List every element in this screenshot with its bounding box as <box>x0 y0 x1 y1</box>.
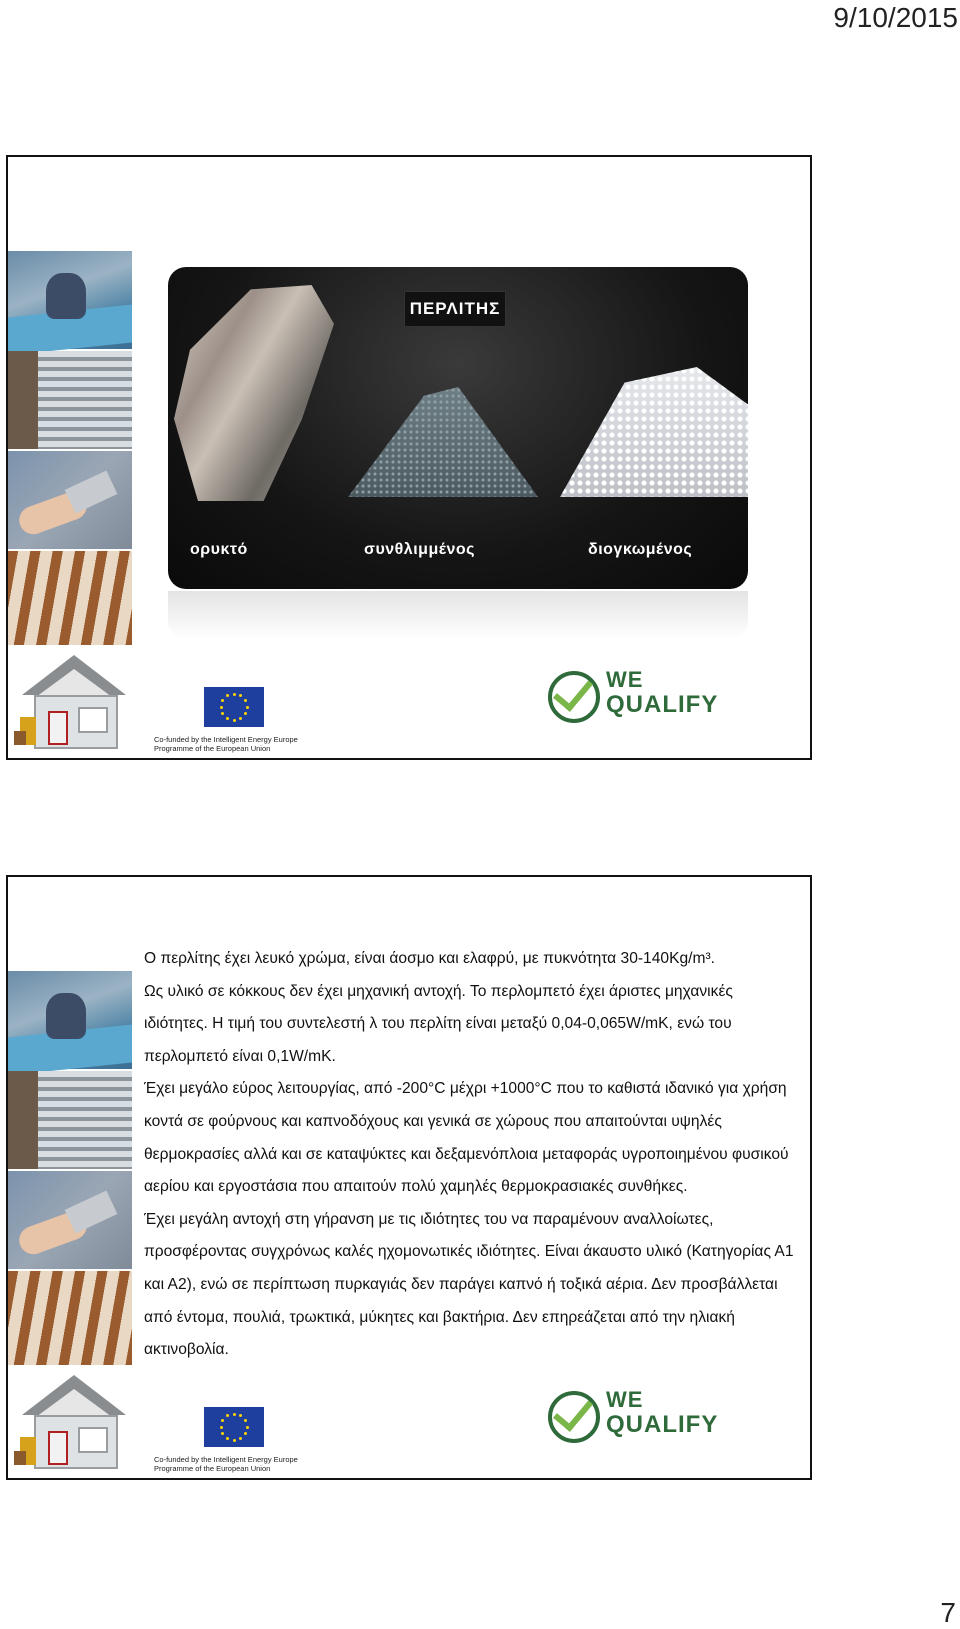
eu-caption: Co-funded by the Intelligent Energy Europe Programme of the European Union <box>154 1455 298 1473</box>
eu-star <box>244 712 247 715</box>
eu-star <box>239 1437 242 1440</box>
pergola-photo <box>8 551 132 645</box>
eu-star <box>221 712 224 715</box>
paragraph-durability: Έχει μεγάλη αντοχή στη γήρανση με τις ιδιότητες του να παραμένουν αναλλοίωτες, προσφέροντας συγχρόνως καλές ηχομονωτικές ιδιότητες. Είναι άκαυστο υλικό (Κατηγορίας Α1 και Α2), ενώ σε περίπτωση πυρκαγιάς δεν παράγει καπνό ή τοξικά αέρια. Δεν προσβάλλεται από έντομα, πουλιά, τρωκτικά, μύκητες και βακτήρια. Δεν επηρεάζεται από την ηλιακή ακτινοβολία. <box>144 1210 794 1359</box>
plastering-photo <box>8 1171 132 1269</box>
we-qualify-logo <box>548 1387 748 1447</box>
label-expanded: διογκωμένος <box>588 541 693 558</box>
eu-star <box>226 1414 229 1417</box>
page-date: 9/10/2015 <box>833 2 958 33</box>
label-mineral: ορυκτό <box>190 541 248 558</box>
eu-star <box>233 1439 236 1442</box>
logo-qualify: QUALIFY <box>606 691 719 718</box>
perlite-photo <box>168 267 748 589</box>
photo-reflection <box>168 591 748 639</box>
slide-perlite-text <box>6 875 812 1480</box>
slide-perlite-photo <box>6 155 812 760</box>
eu-star <box>233 1413 236 1416</box>
shutters-photo <box>8 351 132 449</box>
insulation-worker-photo <box>8 971 132 1069</box>
eu-flag-icon <box>204 1407 264 1447</box>
eu-star <box>244 699 247 702</box>
eu-star <box>221 1419 224 1422</box>
eu-star <box>244 1419 247 1422</box>
logo-we: WE <box>606 667 644 692</box>
eu-star <box>239 694 242 697</box>
pergola-photo <box>8 1271 132 1365</box>
crushed-perlite-pile <box>348 387 538 497</box>
house-logo <box>14 1375 132 1471</box>
paragraph-temperature: Έχει μεγάλο εύρος λειτουργίας, από -200°C μέχρι +1000°C που το καθιστά ιδανικό για χρήση κοντά σε φούρνους και καπνοδόχους και γενικά σε χώρους που απαιτούνται υψηλές θερμοκρασίες αλλά και σε καταψύκτες και δεξαμενόπλοια μεταφοράς υγροποιημένου φυσικού αερίου και εργοστάσια που απαιτούν πολύ χαμηλές θερμοκρασιακές συνθήκες. <box>144 1080 789 1196</box>
eu-flag-icon <box>204 687 264 727</box>
eu-star <box>246 1426 249 1429</box>
logo-qualify: QUALIFY <box>606 1411 719 1438</box>
eu-star <box>220 706 223 709</box>
insulation-worker-photo <box>8 251 132 349</box>
plastering-photo <box>8 451 132 549</box>
eu-star <box>244 1432 247 1435</box>
eu-star <box>239 717 242 720</box>
eu-star <box>226 717 229 720</box>
mineral-rock <box>174 285 334 501</box>
paragraph-mechanical: Ως υλικό σε κόκκους δεν έχει μηχανική αντοχή. Το περλομπετό έχει άριστες μηχανικές ιδιότητες. Η τιμή του συντελεστή λ του περλίτη είναι μεταξύ 0,04-0,065W/mK, ενώ του περλομπετό είναι 0,1W/mK. <box>144 982 733 1065</box>
eu-star <box>246 706 249 709</box>
label-crushed: συνθλιμμένος <box>364 541 475 558</box>
house-logo <box>14 655 132 751</box>
eu-caption: Co-funded by the Intelligent Energy Europe Programme of the European Union <box>154 735 298 753</box>
eu-star <box>233 693 236 696</box>
logo-we: WE <box>606 1387 644 1412</box>
photo-strip <box>8 251 132 645</box>
eu-star <box>226 694 229 697</box>
eu-star <box>221 1432 224 1435</box>
eu-star <box>233 719 236 722</box>
eu-star <box>226 1437 229 1440</box>
page-number: 7 <box>940 1597 956 1628</box>
eu-star <box>221 699 224 702</box>
photo-title: ΠΕΡΛΙΤΗΣ <box>404 291 506 327</box>
expanded-perlite-pile <box>560 367 748 497</box>
eu-star <box>220 1426 223 1429</box>
paragraph-density: Ο περλίτης έχει λευκό χρώμα, είναι άοσμο και ελαφρύ, με πυκνότητα 30-140Kg/m³. <box>144 950 715 967</box>
eu-star <box>239 1414 242 1417</box>
shutters-photo <box>8 1071 132 1169</box>
photo-strip <box>8 971 132 1365</box>
perlite-description <box>144 943 794 1367</box>
we-qualify-logo <box>548 667 748 727</box>
